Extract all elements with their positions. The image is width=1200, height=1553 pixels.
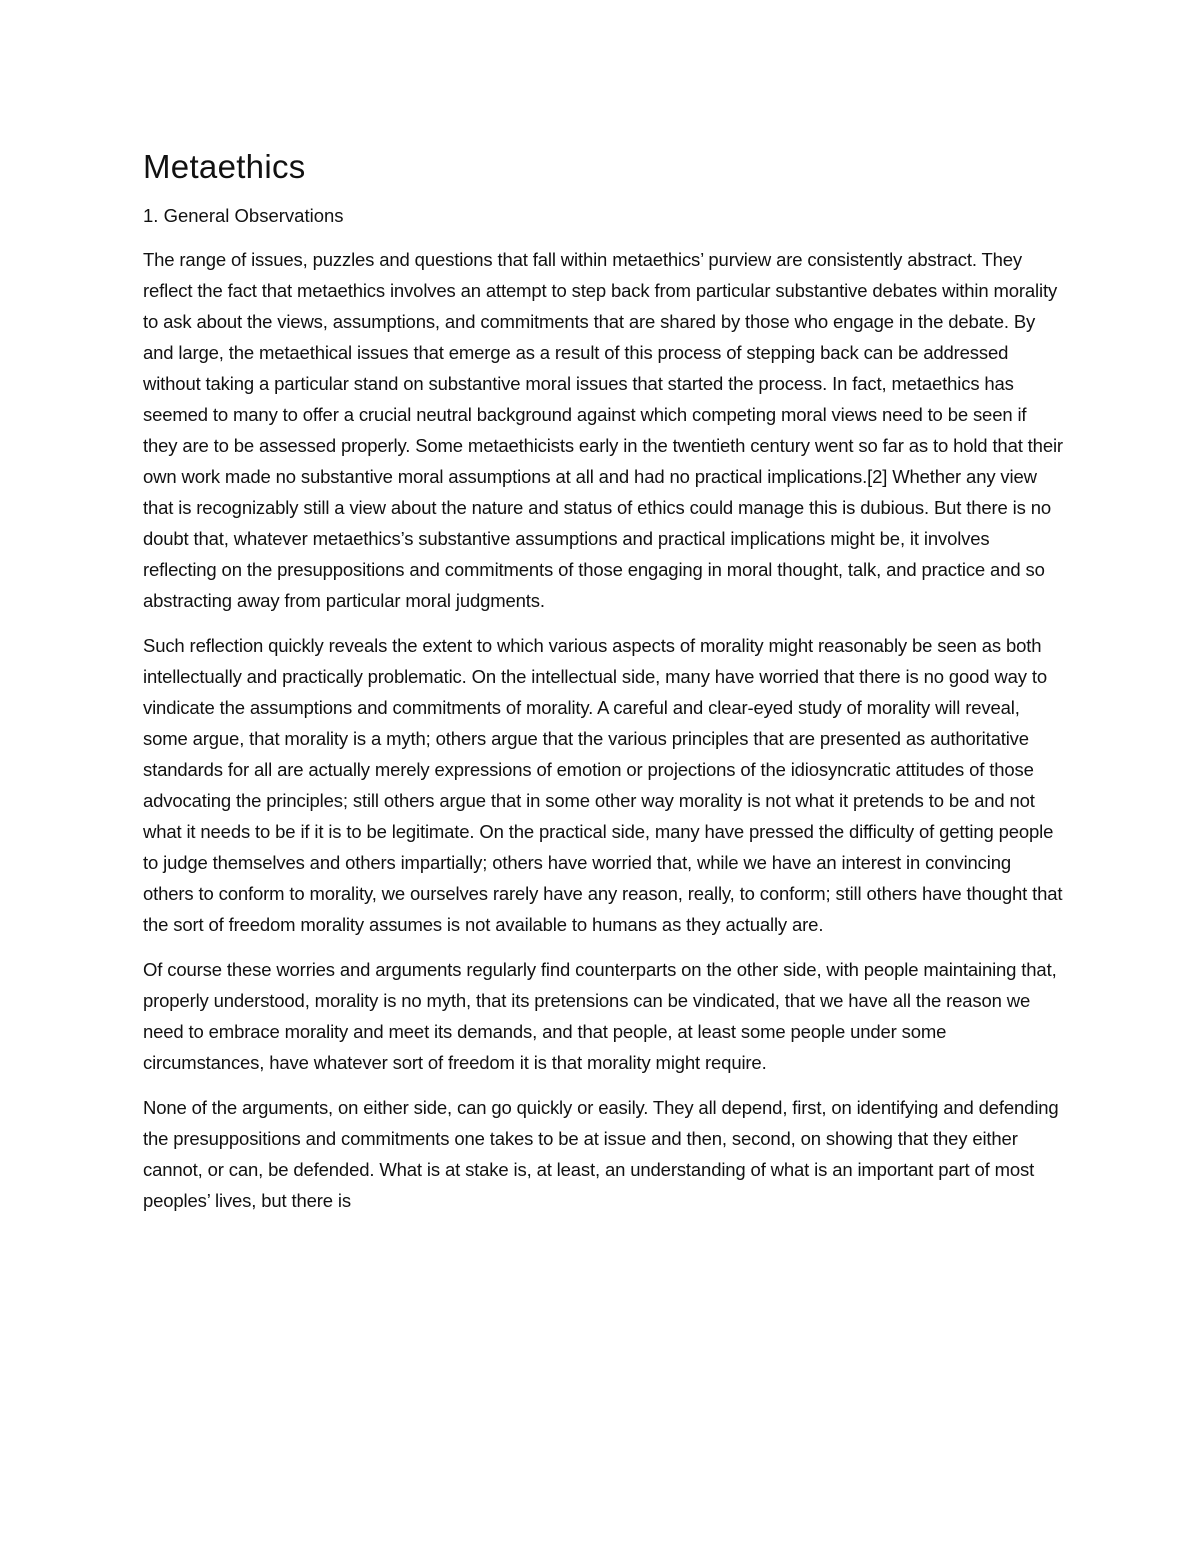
paragraph-2: Such reflection quickly reveals the extent to which various aspects of morality might reasonably be seen as both intellectually and practically problematic. On the intellectual side, many have worried that there is no good way to vindicate the assumptions and commitments of morality. A careful and clear-eyed study of morality will reveal, some argue, that morality is a myth; others argue that the various principles that are presented as authoritative standards for all are actually merely expressions of emotion or projections of the idiosyncratic attitudes of those advocating the principles; still others argue that in some other way morality is not what it pretends to be and not what it needs to be if it is to be legitimate. On the practical side, many have pressed the difficulty of getting people to judge themselves and others impartially; others have worried that, while we have an interest in convincing others to conform to morality, we ourselves rarely have any reason, really, to conform; still others have thought that the sort of freedom morality assumes is not available to humans as they actually are. bbox=[143, 635, 1063, 935]
paragraph-3: Of course these worries and arguments regularly find counterparts on the other side, with people maintaining that, properly understood, morality is no myth, that its pretensions can be vindicated, that we have all the reason we need to embrace morality and meet its demands, and that people, at least some people under some circumstances, have whatever sort of freedom it is that morality might require. bbox=[143, 959, 1057, 1073]
paragraph-1: The range of issues, puzzles and questions that fall within metaethics’ purview are consistently abstract. They reflect the fact that metaethics involves an attempt to step back from particular substantive debates within morality to ask about the views, assumptions, and commitments that are shared by those who engage in the debate. By and large, the metaethical issues that emerge as a result of this process of stepping back can be addressed without taking a particular stand on substantive moral issues that started the process. In fact, metaethics has seemed to many to offer a crucial neutral background against which competing moral views need to be seen if they are to be assessed properly. Some metaethicists early in the twentieth century went so far as to hold that their own work made no substantive moral assumptions at all and had no practical implications.[2] Whether any view that is recognizably still a view about the nature and status of ethics could manage this is dubious. But there is no doubt that, whatever metaethics’s substantive assumptions and practical implications might be, it involves reflecting on the presuppositions and commitments of those engaging in moral thought, talk, and practice and so abstracting away from particular moral judgments. bbox=[143, 249, 1063, 611]
page-title: Metaethics bbox=[143, 148, 306, 185]
paragraph-4: None of the arguments, on either side, can go quickly or easily. They all depend, first, on identifying and defending the presuppositions and commitments one takes to be at issue and then, second, on showing that they either cannot, or can, be defended. What is at stake is, at least, an understanding of what is an important part of most peoples’ lives, but there is bbox=[143, 1097, 1059, 1211]
document-body bbox=[143, 142, 1063, 1230]
section-heading: 1. General Observations bbox=[143, 205, 344, 226]
